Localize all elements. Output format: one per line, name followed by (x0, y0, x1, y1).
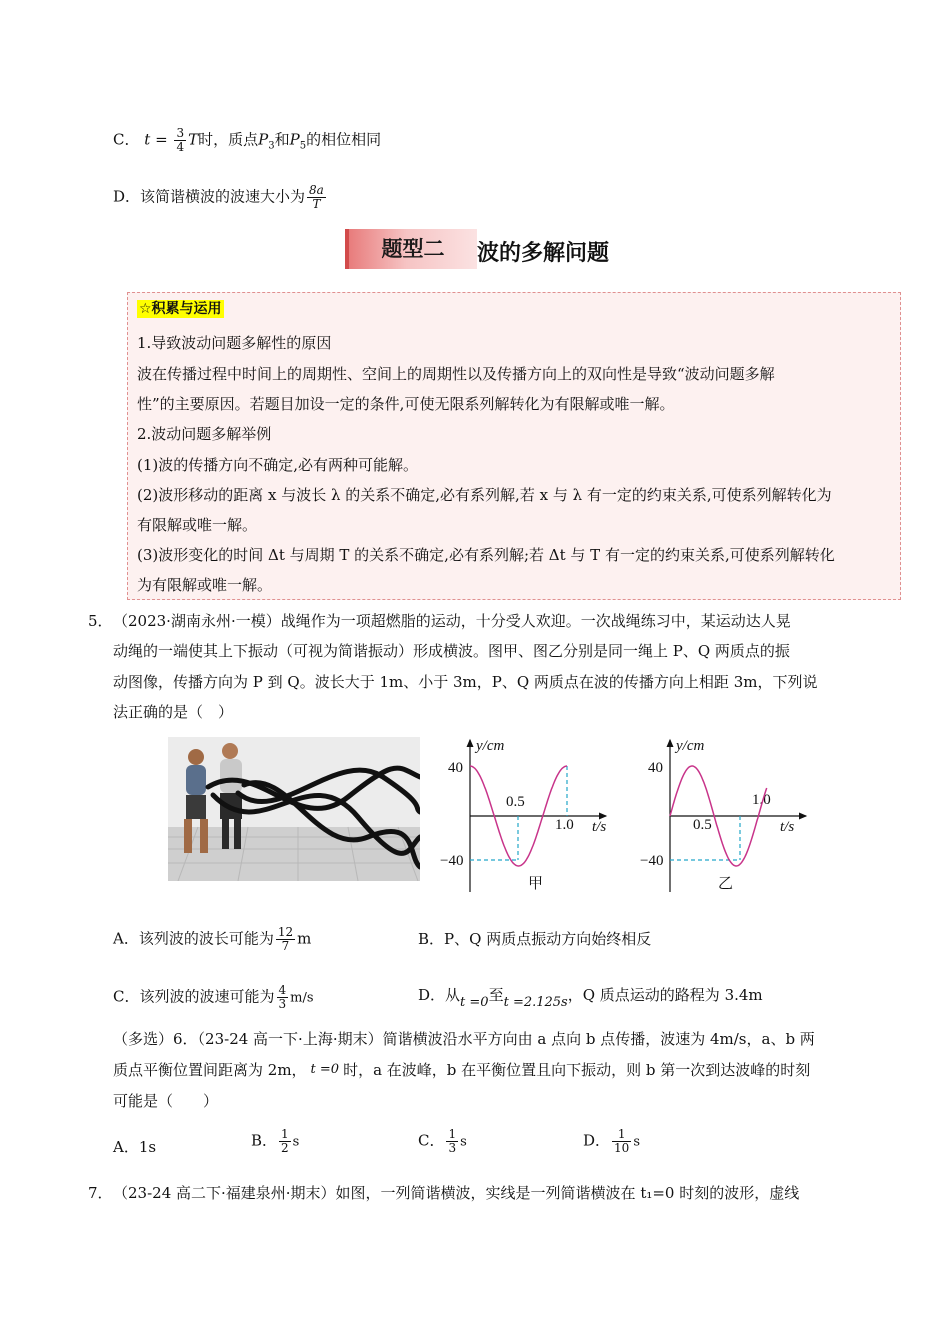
x-tick-end: 1.0 (555, 817, 574, 833)
summary-line: (1)波的传播方向不确定,必有两种可能解。 (137, 456, 419, 474)
q6-option-c: C． $\frac{1}{3}$ s (418, 1127, 467, 1155)
section-title: 波的多解问题 (477, 241, 610, 266)
q5-line: 动绳的一端使其上下振动（可视为简谐振动）形成横波。图甲、图乙分别是同一绳上 P、Q 两质点的振 (113, 642, 790, 660)
y-axis-label: y/cm (476, 738, 505, 754)
q6-option-b: B． $\frac{1}{2}$ s (251, 1127, 300, 1155)
vibration-graph-a (440, 732, 620, 902)
y-tick-bottom: −40 (640, 853, 664, 869)
q7-line: （23-24 高二下·福建泉州·期末）如图，一列简谐横波，实线是一列简谐横波在 t₁=0 时刻的波形，虚线 (113, 1184, 800, 1202)
battle-rope-photo (168, 737, 420, 881)
y-axis-label: y/cm (676, 738, 705, 754)
section-label: 题型二 (381, 237, 445, 261)
vibration-graph-b (640, 732, 820, 902)
fraction-1-2: $\frac{1}{2}$ (281, 1127, 289, 1155)
fraction-4-3: $\frac{4}{3}$ (278, 983, 287, 1011)
summary-line: 2.波动问题多解举例 (137, 425, 272, 443)
q6-option-a: A．1s (113, 1138, 157, 1156)
fraction-3-4: $\frac{3}{4}$ (176, 126, 185, 154)
q5-number: 5． (88, 612, 113, 630)
fraction-8a-T: $\frac{8a}{T}$ (309, 183, 324, 211)
section-banner (345, 229, 477, 269)
x-axis-label: t/s (780, 819, 795, 835)
summary-line: (3)波形变化的时间 Δt 与周期 T 的关系不确定,必有系列解;若 Δt 与 T 有一定的约束关系,可使系列解转化 (137, 546, 835, 564)
y-tick-top: 40 (448, 760, 463, 776)
summary-line: 1.导致波动问题多解性的原因 (137, 334, 332, 352)
q5-option-b: B．P、Q 两质点振动方向始终相反 (418, 930, 652, 948)
summary-title: ☆积累与运用 (139, 301, 222, 317)
x-tick-end: 1.0 (752, 792, 771, 808)
battle-rope-illustration (168, 737, 420, 881)
x-tick-mid: 0.5 (693, 817, 712, 833)
q5-line: 法正确的是（ ） (113, 703, 234, 721)
summary-line: 性”的主要原因。若题目加设一定的条件,可使无限系列解转化为有限解或唯一解。 (137, 395, 675, 413)
y-tick-top: 40 (648, 760, 663, 776)
graph-caption: 甲 (528, 876, 544, 892)
q6-option-d: D． $\frac{1}{10}$ s (583, 1127, 640, 1155)
x-tick-mid: 0.5 (506, 794, 525, 810)
q5-line: 动图像，传播方向为 P 到 Q。波长大于 1m、小于 3m，P、Q 两质点在波的传播方向上相距 3m，下列说 (113, 673, 818, 691)
summary-line: 有限解或唯一解。 (137, 516, 258, 534)
y-tick-bottom: −40 (440, 853, 464, 869)
fraction-12-7: $\frac{12}{7}$ (277, 925, 294, 953)
summary-line: 波在传播过程中时间上的周期性、空间上的周期性以及传播方向上的双向性是导致“波动问题多解 (137, 365, 775, 383)
q5-option-a: A．该列波的波长可能为 $\frac{12}{7}$ m (113, 925, 312, 953)
fraction-1-3: $\frac{1}{3}$ (448, 1127, 457, 1155)
graph-caption: 乙 (718, 876, 734, 892)
q6-line: 质点平衡位置间距离为 2m， t =0 时，a 在波峰，b 在平衡位置且向下振动，则 b 第一次到达波峰的时刻 (113, 1061, 811, 1079)
q5-option-c: C．该列波的波速可能为 $\frac{4}{3}$ m/s (113, 983, 314, 1011)
option-c-top: C． t = $\frac{3}{4}$ T时，质点$P_3$和$P_5$的相位相同 (113, 126, 382, 154)
q6-line: （多选）6．（23-24 高一下·上海·期末）简谐横波沿水平方向由 a 点向 b 点传播，波速为 4m/s，a、b 两 (113, 1030, 815, 1048)
q5-option-d: D．从t =0至t =2.125s，Q 质点运动的路程为 3.4m (418, 986, 763, 1010)
fraction-1-10: $\frac{1}{10}$ (614, 1127, 630, 1155)
q5-line: （2023·湖南永州·一模）战绳作为一项超燃脂的运动，十分受人欢迎。一次战绳练习中，某运动达人晃 (113, 612, 791, 630)
q6-line: 可能是（ ） (113, 1092, 219, 1110)
option-d-top: D．该简谐横波的波速大小为 $\frac{8a}{T}$ (113, 183, 324, 211)
summary-line: (2)波形移动的距离 x 与波长 λ 的关系不确定,必有系列解,若 x 与 λ 有一定的约束关系,可使系列解转化为 (137, 486, 832, 504)
x-axis-label: t/s (592, 819, 607, 835)
summary-line: 为有限解或唯一解。 (137, 576, 273, 594)
q7-number: 7． (88, 1184, 113, 1202)
